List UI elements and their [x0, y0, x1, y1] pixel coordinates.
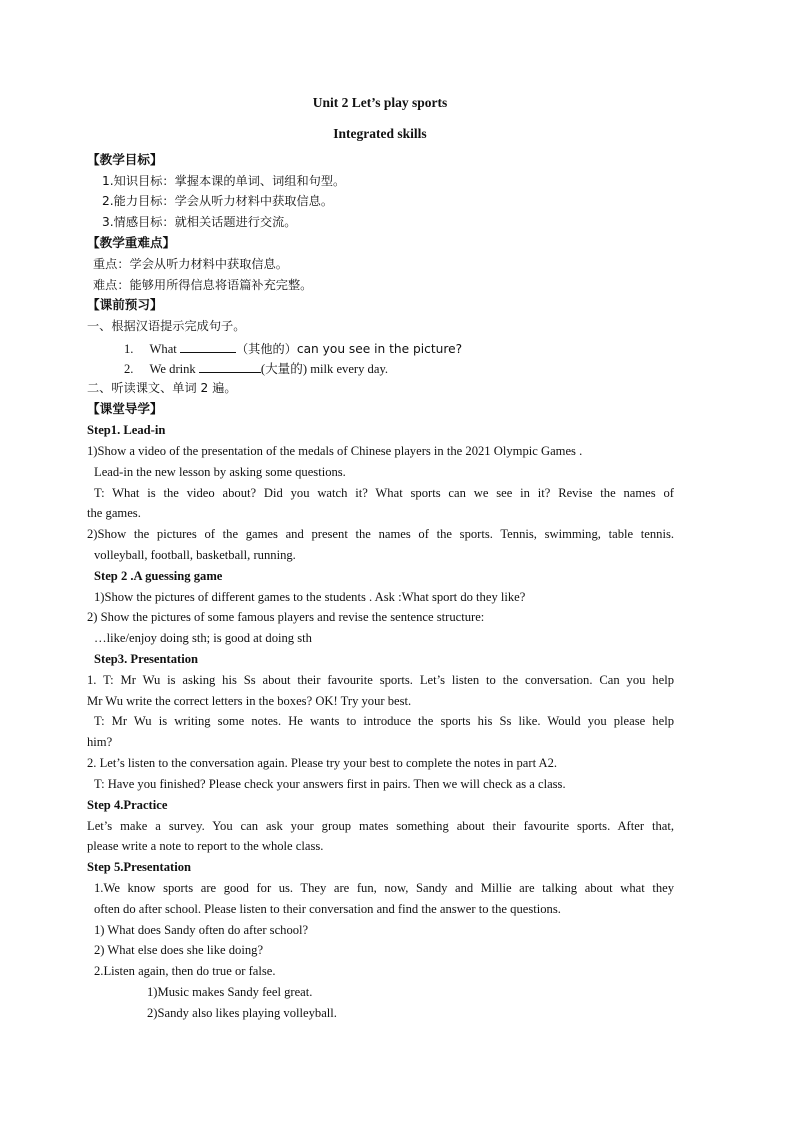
- preview-instruction: 二、听读课文、单词 2 遍。: [87, 381, 237, 395]
- paragraph-line: 1. T: Mr Wu is asking his Ss about their favourite sports. Let’s listen to the conversation. Can you help: [87, 673, 674, 687]
- true-false-item: 2)Sandy also likes playing volleyball.: [147, 1006, 337, 1020]
- paragraph-line: 2. Let’s listen to the conversation again. Please try your best to complete the notes in part A2.: [87, 756, 558, 770]
- keypoint-item: 重点：学会从听力材料中获取信息。: [93, 257, 288, 271]
- objective-item: 2.能力目标：学会从听力材料中获取信息。: [102, 194, 334, 208]
- paragraph-line: T: What is the video about? Did you watch it? What sports can we see in it? Revise the names of: [94, 486, 674, 500]
- paragraph-line: 2)Show the pictures of the games and present the names of the sports. Tennis, swimming, table tennis.: [87, 527, 674, 541]
- objective-item: 3.情感目标：就相关话题进行交流。: [102, 215, 297, 229]
- document-subtitle: Integrated skills: [333, 126, 427, 141]
- sentence-end: (大量的) milk every day.: [260, 362, 389, 376]
- paragraph-line: T: Mr Wu is writing some notes. He wants to introduce the sports his Ss like. Would you please help: [94, 714, 674, 728]
- keypoint-item: 难点：能够用所得信息将语篇补充完整。: [93, 278, 313, 292]
- document-title: Unit 2 Let’s play sports: [312, 95, 448, 110]
- paragraph-line: T: Have you finished? Please check your answers first in pairs. Then we will check as a class.: [94, 777, 566, 791]
- paragraph-line: often do after school. Please listen to their conversation and find the answer to the questions.: [94, 902, 561, 916]
- preview-sentence: [124, 340, 714, 357]
- paragraph-line: Lead-in the new lesson by asking some questions.: [94, 465, 346, 479]
- sentence-end: （其他的）can you see in the picture?: [235, 342, 463, 356]
- sentence-start: We drink: [149, 362, 199, 376]
- paragraph-line: 1)Show a video of the presentation of the medals of Chinese players in the 2021 Olympic Games .: [87, 444, 583, 458]
- sentence-start: What: [149, 342, 180, 356]
- paragraph-line: 1.We know sports are good for us. They are fun, now, Sandy and Millie are talking about what they: [94, 881, 674, 895]
- answer-blank[interactable]: [180, 340, 236, 353]
- step-heading: Step 2 .A guessing game: [94, 569, 223, 583]
- keypoints-heading: 【教学重难点】: [87, 235, 176, 250]
- question-item: 1) What does Sandy often do after school?: [94, 923, 309, 937]
- paragraph-line: 2) Show the pictures of some famous players and revise the sentence structure:: [87, 610, 485, 624]
- step-heading: Step 4.Practice: [87, 798, 168, 812]
- class-heading: 【课堂导学】: [87, 401, 163, 416]
- item-number: 1.: [124, 342, 134, 356]
- paragraph-line: please write a note to report to the whole class.: [87, 839, 324, 853]
- paragraph-line: Let’s make a survey. You can ask your group mates something about their favourite sports. After that,: [87, 819, 674, 833]
- objectives-heading: 【教学目标】: [87, 152, 163, 167]
- paragraph-line: …like/enjoy doing sth; is good at doing sth: [94, 631, 312, 645]
- paragraph-line: 1)Show the pictures of different games to the students . Ask :What sport do they like?: [94, 590, 526, 604]
- paragraph-line: volleyball, football, basketball, running.: [94, 548, 296, 562]
- paragraph-line: 2.Listen again, then do true or false.: [94, 964, 276, 978]
- objective-item: 1.知识目标：掌握本课的单词、词组和句型。: [102, 174, 346, 188]
- question-item: 2) What else does she like doing?: [94, 943, 264, 957]
- step-heading: Step1. Lead-in: [87, 423, 166, 437]
- step-heading: Step3. Presentation: [94, 652, 199, 666]
- item-number: 2.: [124, 362, 134, 376]
- paragraph-line: the games.: [87, 506, 141, 520]
- preview-instruction: 一、根据汉语提示完成句子。: [87, 319, 246, 333]
- true-false-item: 1)Music makes Sandy feel great.: [147, 985, 313, 999]
- preview-heading: 【课前预习】: [87, 297, 163, 312]
- preview-sentence: [124, 360, 714, 377]
- answer-blank[interactable]: [199, 360, 261, 373]
- paragraph-line: Mr Wu write the correct letters in the boxes? OK! Try your best.: [87, 694, 412, 708]
- paragraph-line: him?: [87, 735, 113, 749]
- step-heading: Step 5.Presentation: [87, 860, 192, 874]
